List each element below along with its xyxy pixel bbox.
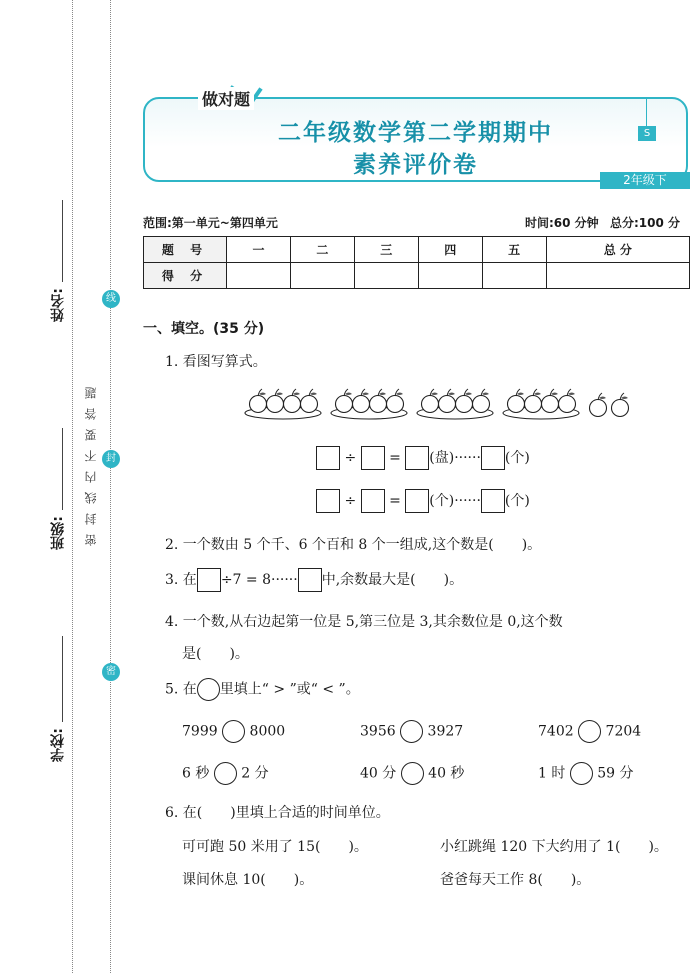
score-header-cell: 三 bbox=[354, 237, 418, 263]
answer-box[interactable] bbox=[405, 446, 429, 470]
q4-text-line1: 4. 一个数,从右边起第一位是 5,第三位是 3,其余数位是 0,这个数 bbox=[165, 614, 563, 630]
q1-formula-row2 bbox=[316, 489, 530, 513]
seal-mark-close: 密 bbox=[102, 663, 120, 681]
compare-left: 3956 bbox=[360, 723, 396, 740]
compare-right: 8000 bbox=[249, 723, 286, 740]
q6-item: 爸爸每天工作 8( )。 bbox=[440, 872, 591, 888]
compare-circle[interactable] bbox=[578, 720, 601, 743]
q5-prefix: 5. 在 bbox=[165, 681, 197, 698]
score-cell[interactable] bbox=[290, 263, 354, 289]
score-header-cell: 五 bbox=[482, 237, 546, 263]
compare-item bbox=[360, 762, 464, 785]
apple-icon bbox=[456, 389, 473, 413]
q3-text bbox=[165, 568, 463, 592]
answer-box[interactable] bbox=[316, 489, 340, 513]
q6-item: 课间休息 10( )。 bbox=[182, 872, 314, 888]
brand-logo: 做对题 bbox=[198, 87, 254, 110]
score-header-cell: 题 号 bbox=[144, 237, 227, 263]
q3-mid: ÷7 = 8······ bbox=[220, 572, 298, 588]
apple-icon bbox=[439, 389, 456, 413]
divide-sign: ÷ bbox=[344, 450, 357, 466]
q2-text: 2. 一个数由 5 个千、6 个百和 8 个一组成,这个数是( )。 bbox=[165, 537, 542, 553]
q1-text: 1. 看图写算式。 bbox=[165, 354, 267, 370]
compare-circle[interactable] bbox=[222, 720, 245, 743]
compare-right: 2 分 bbox=[241, 765, 269, 782]
compare-circle[interactable] bbox=[570, 762, 593, 785]
score-cell[interactable] bbox=[418, 263, 482, 289]
grade-tag: 2年级下 bbox=[600, 172, 690, 189]
binding-notice: 密封线内不要答题 bbox=[84, 378, 98, 546]
q3-prefix: 3. 在 bbox=[165, 572, 197, 588]
compare-circle[interactable] bbox=[197, 678, 220, 701]
q1-formula-row1 bbox=[316, 446, 530, 470]
compare-right: 3927 bbox=[427, 723, 464, 740]
exam-time: 时间:60 分钟 bbox=[525, 216, 599, 230]
answer-box[interactable] bbox=[361, 446, 385, 470]
answer-box[interactable] bbox=[197, 568, 221, 592]
exam-title-line1: 二年级数学第二学期期中 bbox=[278, 120, 553, 146]
compare-left: 6 秒 bbox=[182, 765, 210, 782]
apple-icon bbox=[353, 389, 370, 413]
compare-right: 59 分 bbox=[597, 765, 634, 782]
apple-icon bbox=[284, 389, 301, 413]
compare-circle[interactable] bbox=[400, 720, 423, 743]
s-tag: S bbox=[638, 126, 656, 141]
score-value-row bbox=[144, 263, 690, 289]
score-header-cell: 二 bbox=[290, 237, 354, 263]
score-cell[interactable] bbox=[227, 263, 291, 289]
equals-sign: = bbox=[389, 450, 401, 466]
apple-icon bbox=[473, 389, 490, 413]
apple-icon bbox=[590, 393, 607, 417]
binding-line-inner bbox=[110, 0, 111, 973]
apple-icon bbox=[387, 389, 404, 413]
compare-right: 7204 bbox=[605, 723, 642, 740]
apple-icon bbox=[250, 389, 267, 413]
compare-item bbox=[182, 720, 285, 743]
apple-icon bbox=[422, 389, 439, 413]
answer-box[interactable] bbox=[298, 568, 322, 592]
equals-sign: = bbox=[389, 493, 401, 509]
apple-icon bbox=[267, 389, 284, 413]
name-label: 姓名: bbox=[50, 288, 66, 322]
exam-title-line2: 素养评价卷 bbox=[353, 152, 478, 178]
compare-circle[interactable] bbox=[214, 762, 237, 785]
school-field[interactable] bbox=[62, 636, 63, 722]
tag-string bbox=[646, 97, 647, 126]
answer-box[interactable] bbox=[316, 446, 340, 470]
score-cell[interactable] bbox=[546, 263, 689, 289]
apples-illustration bbox=[240, 378, 640, 428]
apple-icon bbox=[508, 389, 525, 413]
seal-mark-line: 线 bbox=[102, 290, 120, 308]
compare-item bbox=[538, 762, 634, 785]
apple-icon bbox=[559, 389, 576, 413]
compare-item bbox=[538, 720, 641, 743]
score-header-cell: 总 分 bbox=[546, 237, 689, 263]
score-cell[interactable] bbox=[482, 263, 546, 289]
class-label: 班级: bbox=[50, 516, 66, 550]
seal-mark-seal: 封 bbox=[102, 450, 120, 468]
q6-text: 6. 在( )里填上合适的时间单位。 bbox=[165, 805, 390, 821]
compare-item bbox=[360, 720, 463, 743]
q5-text bbox=[165, 678, 360, 701]
divide-sign: ÷ bbox=[344, 493, 357, 509]
compare-circle[interactable] bbox=[401, 762, 424, 785]
compare-left: 7999 bbox=[182, 723, 218, 740]
unit-label: (个) bbox=[504, 450, 530, 466]
apple-icon bbox=[370, 389, 387, 413]
name-field[interactable] bbox=[62, 200, 63, 282]
unit-label: (个) bbox=[504, 493, 530, 509]
exam-total: 总分:100 分 bbox=[610, 216, 681, 230]
score-table bbox=[143, 236, 690, 289]
answer-box[interactable] bbox=[361, 489, 385, 513]
q6-item: 可可跑 50 米用了 15( )。 bbox=[182, 839, 368, 855]
class-field[interactable] bbox=[62, 428, 63, 510]
q3-suffix: 中,余数最大是( )。 bbox=[321, 572, 464, 588]
apple-icon bbox=[301, 389, 318, 413]
answer-box[interactable] bbox=[481, 446, 505, 470]
score-cell[interactable] bbox=[354, 263, 418, 289]
score-header-row bbox=[144, 237, 690, 263]
apple-icon bbox=[542, 389, 559, 413]
compare-left: 1 时 bbox=[538, 765, 566, 782]
unit-label: (个)······ bbox=[429, 493, 481, 509]
apple-icon bbox=[612, 393, 629, 417]
q6-item: 小红跳绳 120 下大约用了 1( )。 bbox=[440, 839, 668, 855]
q5-suffix: 里填上“ > ”或“ < ”。 bbox=[219, 681, 360, 698]
compare-left: 7402 bbox=[538, 723, 574, 740]
unit-label: (盘)······ bbox=[429, 450, 481, 466]
compare-item bbox=[182, 762, 269, 785]
score-header-cell: 一 bbox=[227, 237, 291, 263]
compare-right: 40 秒 bbox=[428, 765, 465, 782]
school-label: 学校: bbox=[50, 728, 66, 762]
compare-left: 40 分 bbox=[360, 765, 397, 782]
score-row-label: 得 分 bbox=[144, 263, 227, 289]
q4-text-line2: 是( )。 bbox=[182, 646, 249, 662]
section1-heading: 一、填空。(35 分) bbox=[143, 321, 265, 337]
binding-line-outer bbox=[72, 0, 73, 973]
exam-scope: 范围:第一单元~第四单元 bbox=[143, 216, 278, 230]
score-header-cell: 四 bbox=[418, 237, 482, 263]
answer-box[interactable] bbox=[405, 489, 429, 513]
answer-box[interactable] bbox=[481, 489, 505, 513]
apple-icon bbox=[525, 389, 542, 413]
apple-icon bbox=[336, 389, 353, 413]
